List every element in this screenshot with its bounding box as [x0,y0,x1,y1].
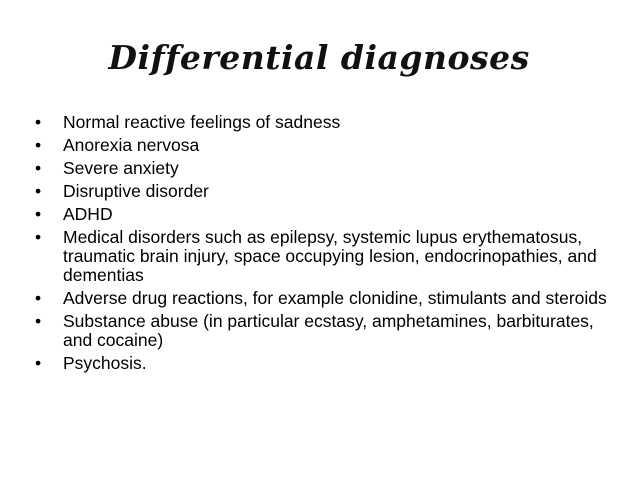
bullet-icon: • [35,158,42,178]
list-item-text: Severe anxiety [63,158,179,178]
bullet-icon: • [35,353,42,373]
list-item-text: Disruptive disorder [63,181,209,201]
bullet-list [0,113,638,377]
list-item [0,182,638,201]
list-item [0,205,638,224]
list-item-text: Normal reactive feelings of sadness [63,112,341,132]
list-item [0,113,638,132]
bullet-icon: • [35,204,42,224]
list-item [0,354,638,373]
list-item-text: Psychosis. [63,353,147,373]
list-item-text: Anorexia nervosa [63,135,200,155]
bullet-icon: • [35,288,42,308]
list-item [0,289,638,308]
list-item-text: Adverse drug reactions, for example clonidine, stimulants and steroids [63,288,607,308]
bullet-icon: • [35,135,42,155]
list-item-text: ADHD [63,204,113,224]
list-item-text: Substance abuse (in particular ecstasy, amphetamines, barbiturates, and cocaine) [63,311,594,350]
bullet-icon: • [35,227,42,247]
list-item [0,136,638,155]
list-item [0,159,638,178]
bullet-icon: • [35,181,42,201]
list-item [0,228,638,285]
list-item-text: Medical disorders such as epilepsy, systemic lupus erythematosus, traumatic brain injury, space occupying lesion, endocrinopathies, and dementias [63,227,597,285]
list-item [0,312,638,350]
bullet-icon: • [35,311,42,331]
bullet-icon: • [35,112,42,132]
slide-title: Differential diagnoses [108,38,530,77]
